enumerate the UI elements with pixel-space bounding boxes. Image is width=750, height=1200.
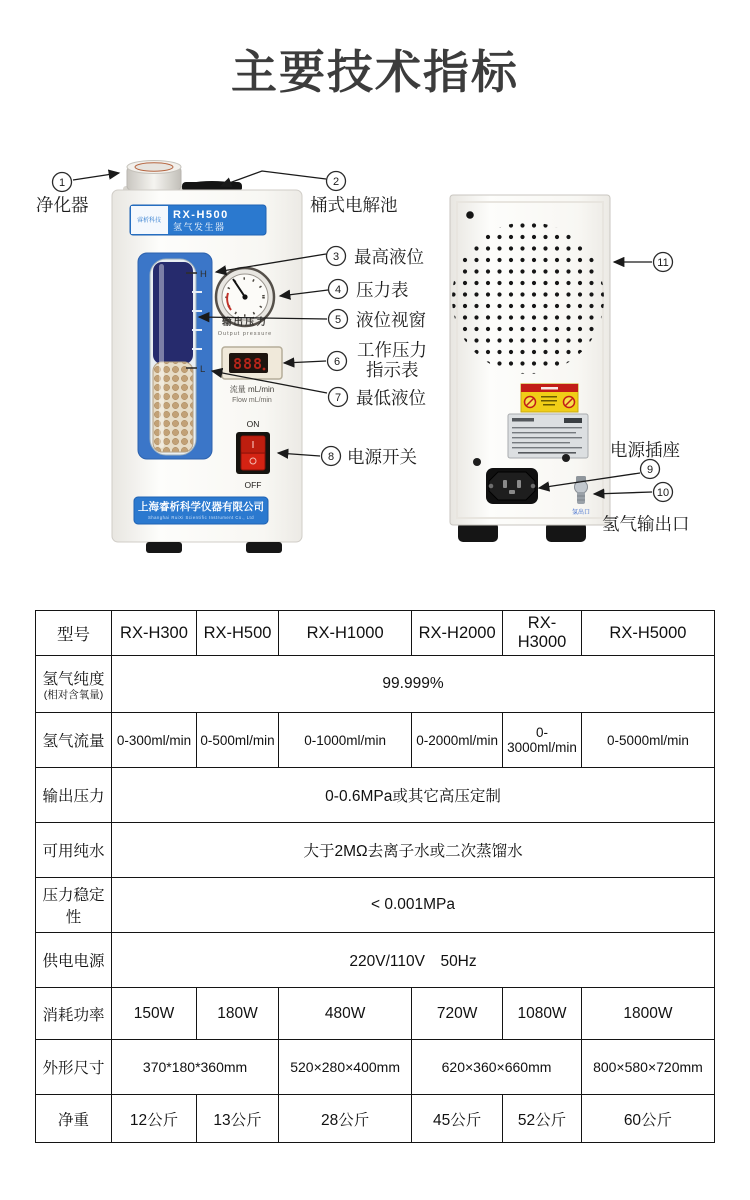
- level-window: [138, 253, 212, 459]
- cell-weight-2: 13公斤: [196, 1095, 278, 1143]
- row-label-weight: 净重: [36, 1095, 112, 1143]
- callout-1-label: 净化器: [36, 195, 89, 215]
- display-value: 888: [232, 355, 264, 373]
- cell-weight-5: 52公斤: [503, 1095, 582, 1143]
- cell-dim-3: 620×360×660mm: [412, 1040, 582, 1095]
- cell-pressure: 0-0.6MPa或其它高压定制: [112, 768, 715, 823]
- back-device: [450, 195, 610, 542]
- callout-8-label: 电源开关: [347, 447, 417, 467]
- cell-weight-4: 45公斤: [412, 1095, 503, 1143]
- spec-label: [508, 414, 588, 458]
- header-cell-rx-h3000: RX-H3000: [503, 611, 582, 656]
- gauge-label-cn: 输出压力: [221, 317, 269, 328]
- row-label-text: 氢气纯度: [42, 670, 105, 688]
- cell-stability: < 0.001MPa: [112, 878, 715, 933]
- flow-label-en: Flow mL/min: [232, 397, 272, 404]
- purifier-cap-icon: [123, 161, 185, 194]
- cell-weight-3: 28公斤: [279, 1095, 412, 1143]
- header-cell-rx-h300: RX-H300: [112, 611, 197, 656]
- screw-left: [473, 458, 481, 466]
- model-badge: [130, 205, 266, 235]
- cell-weight-1: 12公斤: [112, 1095, 197, 1143]
- callout-10-label: 氢气输出口: [602, 514, 690, 534]
- row-label-note: (相对含氧量): [43, 688, 104, 701]
- front-foot-right: [246, 542, 282, 553]
- callout-7: [329, 388, 427, 409]
- back-top-hole: [466, 211, 474, 219]
- callout-4: [329, 280, 409, 301]
- cell-supply: 220V/110V 50Hz: [112, 933, 715, 988]
- callout-2-num: 2: [332, 176, 340, 188]
- callout-4-num: 4: [334, 284, 342, 296]
- badge-product: 氢气发生器: [173, 222, 226, 232]
- company-name-en: Shanghai RuiXi Scientific Instrument Co., Ltd: [147, 515, 255, 520]
- company-name-cn: 上海睿析科学仪器有限公司: [138, 501, 264, 513]
- cell-power-3: 480W: [279, 988, 412, 1040]
- callout-10: [602, 483, 690, 535]
- row-label-water: 可用纯水: [36, 823, 112, 878]
- logo-text: 睿析科技: [136, 218, 162, 224]
- screw-right: [562, 454, 570, 462]
- row-label-flow: 氢气流量: [36, 713, 112, 768]
- cell-purity: 99.999%: [112, 656, 715, 713]
- callout-9: [610, 440, 680, 479]
- cell-power-5: 1080W: [503, 988, 582, 1040]
- switch-off-label: OFF: [244, 480, 262, 490]
- callout-4-label: 压力表: [356, 280, 409, 300]
- table-row-stability: [36, 878, 715, 933]
- cell-water: 大于2MΩ去离子水或二次蒸馏水: [112, 823, 715, 878]
- table-row-dimensions: [36, 1040, 715, 1095]
- power-socket-icon: [486, 468, 538, 504]
- spec-table: [35, 610, 715, 1143]
- callout-7-num: 7: [334, 392, 342, 404]
- row-label-power: 消耗功率: [36, 988, 112, 1040]
- spec-table-wrap: [35, 610, 715, 1143]
- cell-power-4: 720W: [412, 988, 503, 1040]
- callout-8: [322, 447, 418, 468]
- cell-flow-3: 0-1000ml/min: [279, 713, 412, 768]
- callout-5: [329, 310, 427, 331]
- callout-3-num: 3: [332, 251, 340, 263]
- badge-model: RX-H500: [173, 209, 229, 221]
- callout-9-num: 9: [646, 464, 654, 476]
- callout-10-num: 10: [656, 487, 670, 499]
- callout-7-label: 最低液位: [356, 388, 426, 408]
- callout-5-label: 液位视窗: [356, 310, 426, 330]
- outlet-label: 氢出口: [571, 510, 591, 516]
- table-row-flow: [36, 713, 715, 768]
- cell-flow-5: 0-3000ml/min: [503, 713, 582, 768]
- cell-power-6: 1800W: [581, 988, 714, 1040]
- header-cell-rx-h1000: RX-H1000: [279, 611, 412, 656]
- header-cell-rx-h500: RX-H500: [196, 611, 278, 656]
- table-row-supply: [36, 933, 715, 988]
- header-cell-rx-h2000: RX-H2000: [412, 611, 503, 656]
- callout-6-label2: 指示表: [366, 360, 419, 380]
- callout-5-num: 5: [334, 314, 342, 326]
- row-label-dimensions: 外形尺寸: [36, 1040, 112, 1095]
- callout-1-num: 1: [58, 177, 66, 189]
- cell-flow-2: 0-500ml/min: [196, 713, 278, 768]
- company-badge: [134, 497, 268, 524]
- row-label-stability: 压力稳定性: [36, 878, 112, 933]
- callout-6-num: 6: [333, 356, 341, 368]
- diagram-canvas: [0, 140, 750, 605]
- power-switch-icon: [236, 432, 270, 474]
- cell-power-2: 180W: [196, 988, 278, 1040]
- callout-9-label: 电源插座: [610, 440, 680, 460]
- header-cell-model: 型号: [36, 611, 112, 656]
- page-title: 主要技术指标: [231, 46, 519, 98]
- table-row-water: [36, 823, 715, 878]
- callout-8-num: 8: [327, 451, 335, 463]
- cell-flow-4: 0-2000ml/min: [412, 713, 503, 768]
- cell-dim-1: 370*180*360mm: [112, 1040, 279, 1095]
- flow-label-cn: 流量 mL/min: [229, 385, 275, 394]
- front-foot-left: [146, 542, 182, 553]
- cell-weight-6: 60公斤: [581, 1095, 714, 1143]
- callout-11: [654, 253, 673, 272]
- table-row-weight: [36, 1095, 715, 1143]
- front-device: [112, 161, 302, 554]
- callout-2-label: 桶式电解池: [310, 195, 398, 215]
- row-label-purity: [36, 656, 112, 713]
- warning-label: [521, 384, 578, 412]
- cell-dim-4: 800×580×720mm: [581, 1040, 714, 1095]
- level-low-label: L: [200, 364, 206, 375]
- row-label-supply: 供电电源: [36, 933, 112, 988]
- table-header-row: [36, 611, 715, 656]
- callout-3-label: 最高液位: [354, 247, 424, 267]
- product-diagram: [0, 140, 750, 605]
- vent-grid-icon: [452, 222, 604, 374]
- cell-flow-1: 0-300ml/min: [112, 713, 197, 768]
- header-cell-rx-h5000: RX-H5000: [581, 611, 714, 656]
- cell-power-1: 150W: [112, 988, 197, 1040]
- callout-6-label: 工作压力: [357, 340, 427, 360]
- table-row-pressure: [36, 768, 715, 823]
- cell-flow-6: 0-5000ml/min: [581, 713, 714, 768]
- callout-11-num: 11: [657, 257, 669, 269]
- level-high-label: H: [200, 269, 207, 280]
- callout-3: [327, 247, 425, 268]
- cell-dim-2: 520×280×400mm: [279, 1040, 412, 1095]
- gauge-label-en: Output pressure: [217, 331, 273, 337]
- table-row-power: [36, 988, 715, 1040]
- table-row-purity: [36, 656, 715, 713]
- switch-on-label: ON: [246, 419, 260, 429]
- row-label-pressure: 输出压力: [36, 768, 112, 823]
- callout-6: [328, 340, 428, 380]
